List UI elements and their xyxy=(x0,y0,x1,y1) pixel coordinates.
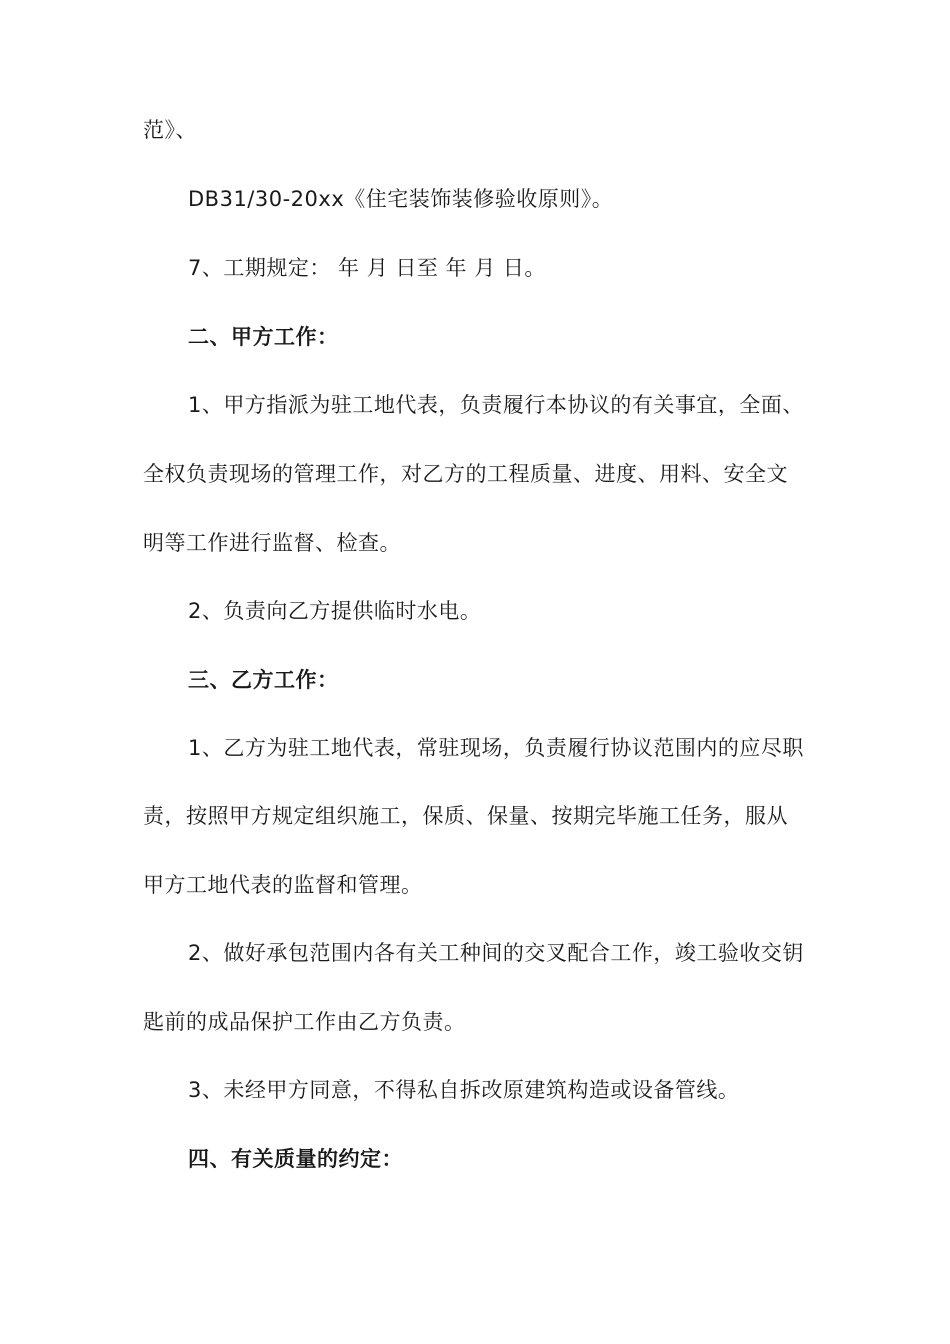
text-line: 责，按照甲方规定组织施工，保质、保量、按期完毕施工任务，服从 xyxy=(143,804,788,828)
text-line: 1、甲方指派为驻工地代表，负责履行本协议的有关事宜，全面、 xyxy=(188,393,804,417)
text-line: 1、乙方为驻工地代表，常驻现场，负责履行协议范围内的应尽职 xyxy=(188,736,804,760)
text-line: 甲方工地代表的监督和管理。 xyxy=(143,873,423,897)
section-heading: 四、有关质量的约定： xyxy=(188,1147,403,1171)
text-line: 明等工作进行监督、检查。 xyxy=(143,531,401,555)
section-heading: 三、乙方工作： xyxy=(188,668,339,692)
text-line: 7、工期规定： 年 月 日至 年 月 日。 xyxy=(188,256,546,280)
text-line: 3、未经甲方同意，不得私自拆改原建筑构造或设备管线。 xyxy=(188,1078,740,1102)
text-line: 2、负责向乙方提供临时水电。 xyxy=(188,599,482,623)
text-line: DB31/30-20xx《住宅装饰装修验收原则》。 xyxy=(188,187,614,211)
text-line: 匙前的成品保护工作由乙方负责。 xyxy=(143,1010,466,1034)
text-line: 全权负责现场的管理工作，对乙方的工程质量、进度、用料、安全文 xyxy=(143,462,788,486)
text-line: 2、做好承包范围内各有关工种间的交叉配合工作，竣工验收交钥 xyxy=(188,941,804,965)
text-line: 范》、 xyxy=(143,118,197,142)
section-heading: 二、甲方工作： xyxy=(188,325,339,349)
